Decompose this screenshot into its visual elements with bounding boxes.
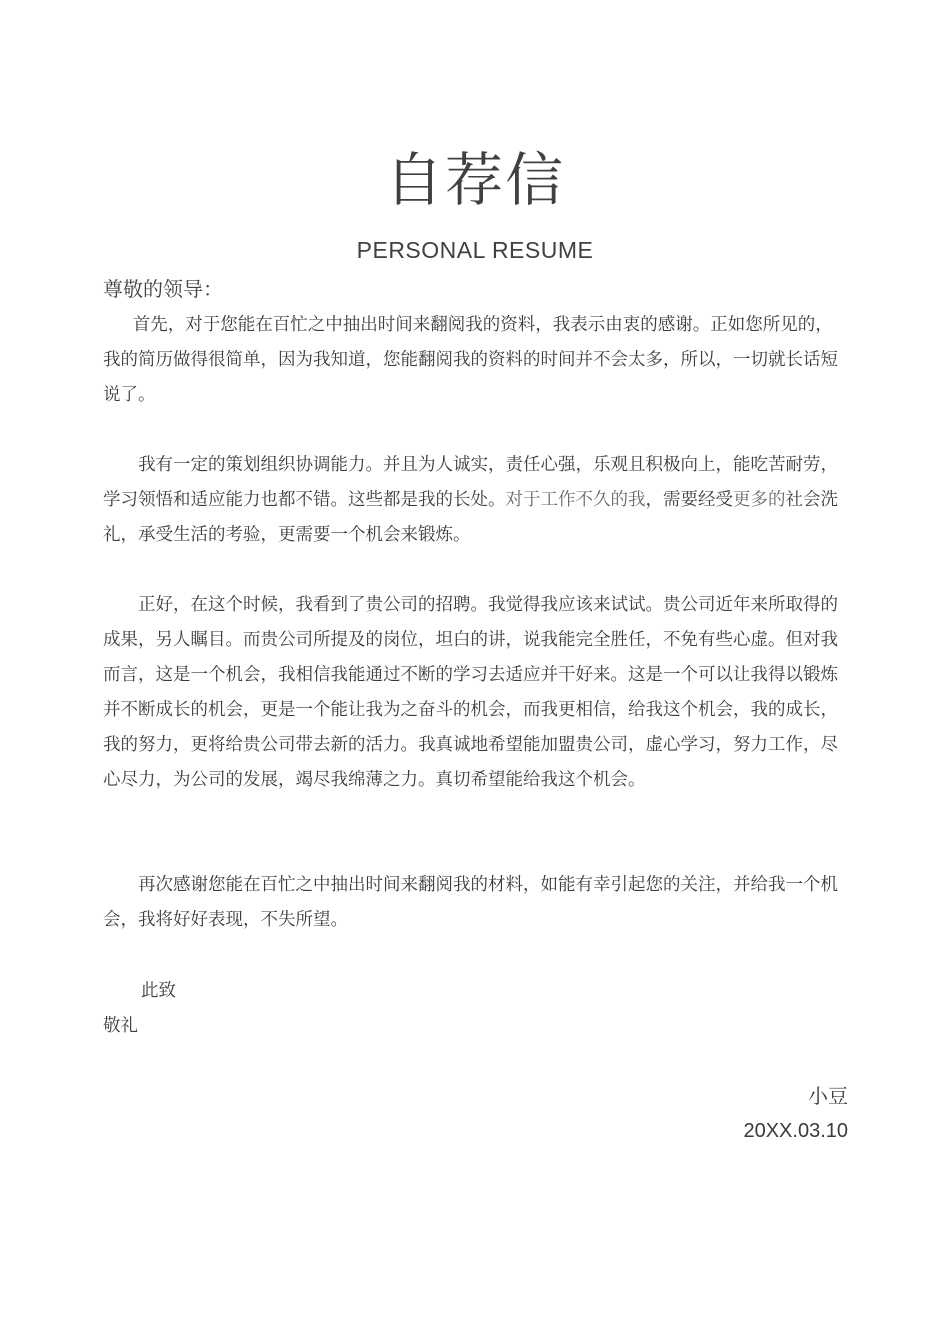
paragraph-2-text-d: 更多的 [733, 490, 786, 510]
paragraph-2-text-b: 对于工作不久的我 [505, 490, 646, 510]
closing-line-1: 此致 [141, 981, 176, 1001]
paragraph-2 [103, 448, 848, 553]
signature-name: 小豆 [808, 1084, 848, 1108]
paragraph-2-text-c: ，需要经受 [645, 490, 733, 510]
paragraph-4: 再次感谢您能在百忙之中抽出时间来翻阅我的材料，如能有幸引起您的关注，并给我一个机会，我将好好表现，不失所望。 [103, 875, 838, 930]
paragraph-2-text-e: 社会洗礼，承受生活的考验，更需要一个机会来锻炼。 [103, 490, 838, 545]
paragraph-3: 正好，在这个时候，我看到了贵公司的招聘。我觉得我应该来试试。贵公司近年来所取得的成果，另人瞩目。而贵公司所提及的岗位，坦白的讲，说我能完全胜任，不免有些心虚。但对我而言，这是一个机会，我相信我能通过不断的学习去适应并干好来。这是一个可以让我得以锻炼并不断成长的机会，更是一个能让我为之奋斗的机会，而我更相信，给我这个机会，我的成长，我的努力，更将给贵公司带去新的活力。我真诚地希望能加盟贵公司，虚心学习，努力工作，尽心尽力，为公司的发展，竭尽我绵薄之力。真切希望能给我这个机会。 [103, 595, 838, 790]
page-subtitle: PERSONAL RESUME [356, 237, 594, 263]
paragraph-2-text-a: 我有一定的策划组织协调能力。并且为人诚实，责任心强，乐观且积极向上，能吃苦耐劳，学习领悟和适应能力也都不错。这些都是我的长处。 [103, 455, 838, 510]
signature-date: 20XX.03.10 [743, 1120, 848, 1142]
salutation: 尊敬的领导： [103, 277, 223, 301]
paragraph-1: 首先，对于您能在百忙之中抽出时间来翻阅我的资料，我表示由衷的感谢。正如您所见的，我的简历做得很简单，因为我知道，您能翻阅我的资料的时间并不会太多，所以，一切就长话短说了。 [103, 315, 838, 405]
page-title: 自荐信 [384, 146, 565, 214]
closing-line-2: 敬礼 [103, 1016, 138, 1036]
